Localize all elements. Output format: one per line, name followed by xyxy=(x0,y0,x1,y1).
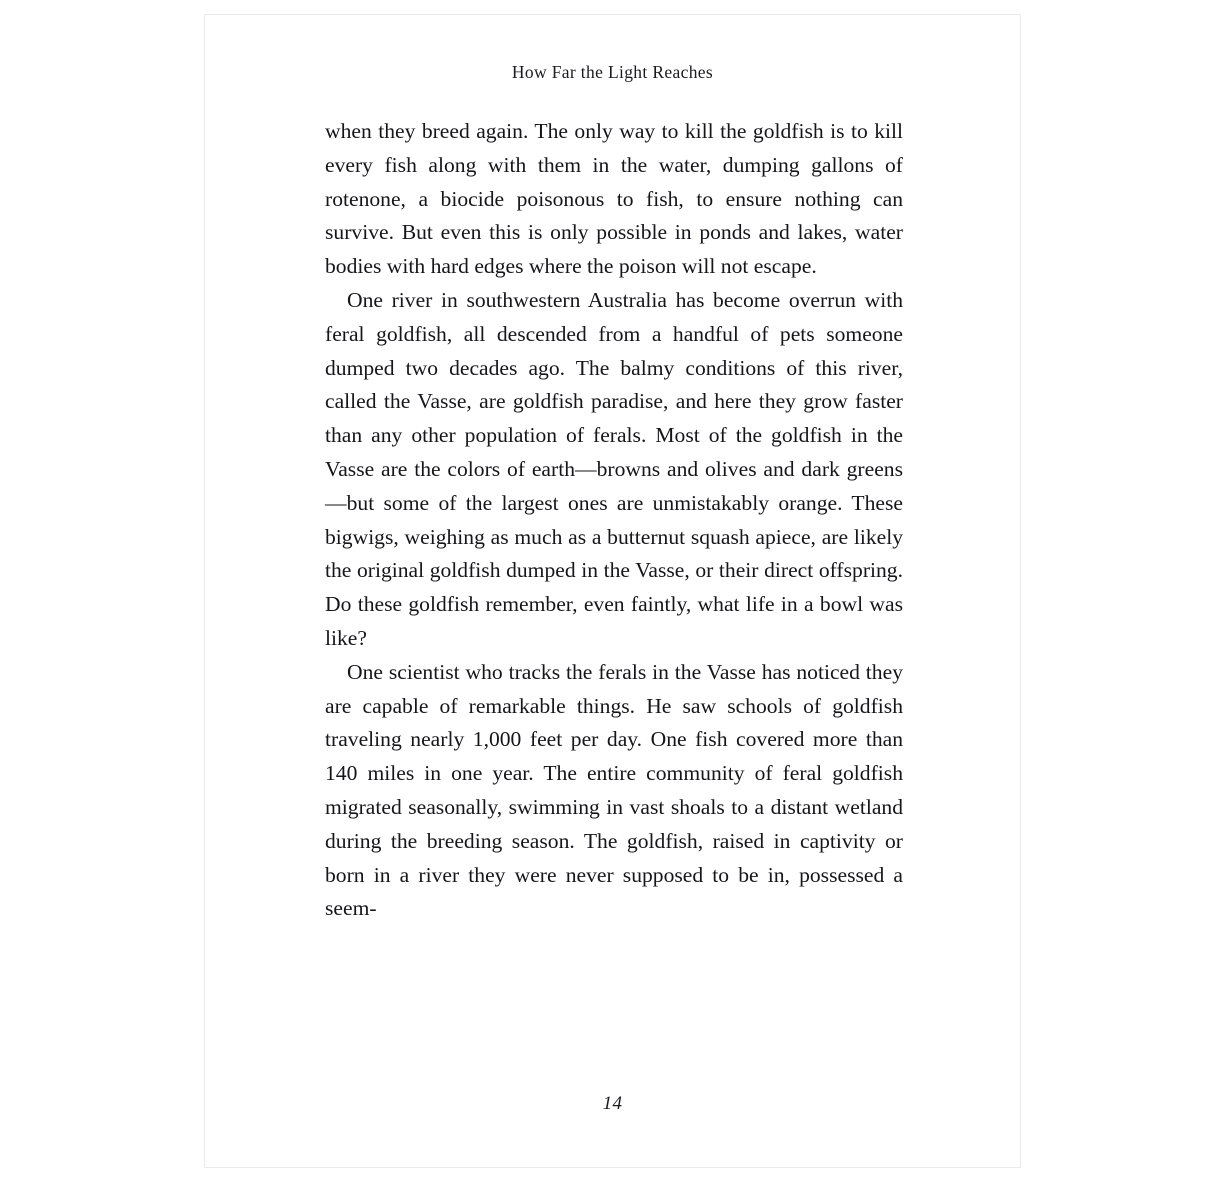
body-paragraph: One river in southwestern Australia has become overrun with feral goldfish, all descended from a handful of pets someone dumped two decades ago. The balmy conditions of this river, called the Vasse, are goldfish paradise, and here they grow faster than any other population of ferals. Most of the goldfish in the Vasse are the colors of earth—browns and olives and dark greens—but some of the largest ones are unmistakably orange. These bigwigs, weighing as much as a butternut squash apiece, are likely the original goldfish dumped in the Vasse, or their direct offspring. Do these goldfish remember, even faintly, what life in a bowl was like? xyxy=(325,287,903,650)
running-head: How Far the Light Reaches xyxy=(511,62,714,82)
body-text-column xyxy=(325,115,903,926)
body-paragraph: when they breed again. The only way to kill the goldfish is to kill every fish along with them in the water, dumping gallons of rotenone, a biocide poisonous to fish, to ensure nothing can survive. But even this is only possible in ponds and lakes, water bodies with hard edges where the poison will not escape. xyxy=(325,119,903,279)
book-page-sheet xyxy=(204,14,1021,1168)
page-number: 14 xyxy=(602,1093,623,1114)
body-paragraph: One scientist who tracks the ferals in the Vasse has noticed they are capable of remarkable things. He saw schools of goldfish traveling nearly 1,000 feet per day. One fish covered more than 140 miles in one year. The entire community of feral goldfish migrated seasonally, swimming in vast shoals to a distant wetland during the breeding season. The goldfish, raised in captivity or born in a river they were never supposed to be in, possessed a seem- xyxy=(325,659,903,921)
